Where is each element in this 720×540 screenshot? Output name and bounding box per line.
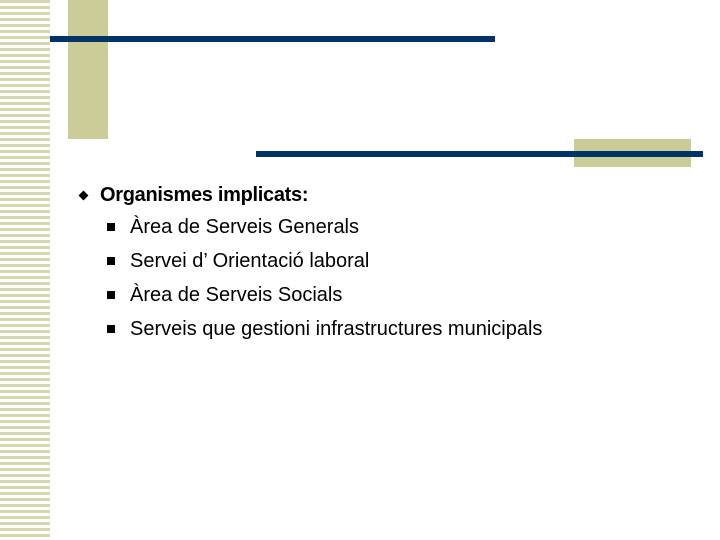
diamond-bullet-icon <box>79 190 89 200</box>
heading-text: Organismes implicats: <box>100 183 309 206</box>
list-item <box>107 312 708 346</box>
list-item-text: Àrea de Serveis Generals <box>130 215 360 238</box>
square-bullet-icon <box>107 291 115 299</box>
square-bullet-icon <box>107 257 115 265</box>
list-item <box>107 278 708 312</box>
square-bullet-icon <box>107 325 115 333</box>
sub-bullet-list <box>78 210 708 346</box>
list-item <box>107 244 708 278</box>
decorative-stripes <box>0 0 50 540</box>
list-item-text: Àrea de Serveis Socials <box>130 283 343 306</box>
list-item <box>107 210 708 244</box>
slide-content <box>78 180 708 346</box>
title-rule <box>50 36 495 42</box>
list-item-text: Serveis que gestioni infrastructures municipals <box>130 317 543 340</box>
square-bullet-icon <box>107 223 115 231</box>
list-item-text: Servei d’ Orientació laboral <box>130 249 370 272</box>
bullet-heading <box>78 180 708 210</box>
decorative-block-left <box>68 0 108 139</box>
divider-rule <box>256 151 703 157</box>
